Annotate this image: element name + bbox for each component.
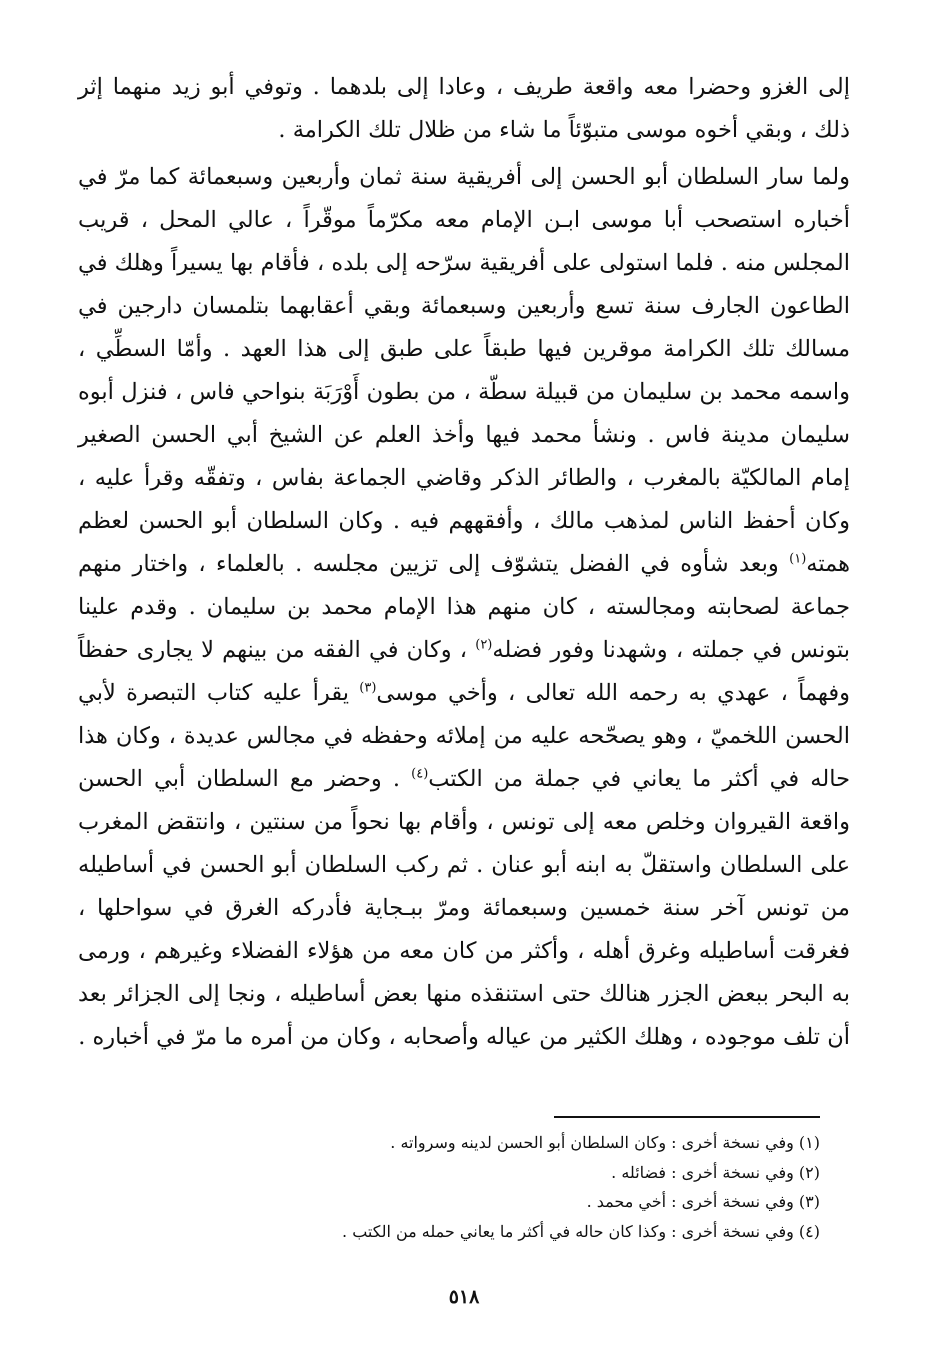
footnotes: [120, 1128, 820, 1246]
paragraph-1: [78, 66, 850, 152]
footnote-divider: [554, 1116, 820, 1118]
page-number: ٥١٨: [448, 1286, 480, 1308]
footnote-ref-1[interactable]: (١): [789, 551, 807, 567]
footnote-ref-2[interactable]: (٢): [475, 637, 493, 653]
footnote-ref-3[interactable]: (٣): [359, 680, 377, 696]
footnote-4: (٤) وفي نسخة أخرى : وكذا كان حاله في أكثر ما يعاني حمله من الكتب .: [342, 1221, 820, 1241]
paragraph-2-text-a: ولما سار السلطان أبو الحسن إلى أفريقية سنة ثمان وأربعين وسبعمائة كما مرّ في أخباره استصحب أبا موسى ابـن الإمام معه مكرّماً موقّراً ، عالي المحل ، قريب المجلس منه . فلما استولى على أفريقية سرّحه إلى بلده ، فأقام بها يسيراً وهلك في الطاعون الجارف سنة تسع وأربعين وسبعمائة وبقي أعقابهما بتلمسان دارجين في مسالك تلك الكرامة موقرين فيها طبقاً على طبق إلى هذا العهد . وأمّا السطِّي ، واسمه محمد بن سليمان من قبيلة سطّة ، من بطون أَوْرَبَة بنواحي فاس ، فنزل أبوه سليمان مدينة فاس . ونشأ محمد فيها وأخذ العلم عن الشيخ أبي الحسن الصغير إمام المالكيّة بالمغرب ، والطائر الذكر وقاضي الجماعة بفاس ، وتفقّه وقرأ عليه ، وكان أحفظ الناس لمذهب مالك ، وأفقههم فيه . وكان السلطان أبو الحسن لعظم همته: [78, 164, 850, 577]
footnote-3: (٣) وفي نسخة أخرى : أخي محمد .: [586, 1192, 820, 1211]
paragraph-2-text-e: . وحضر مع السلطان أبي الحسن واقعة القيروان وخلص معه إلى تونس ، وأقام بها نحواً من سنتين ، وانتقض المغرب على السلطان واستقلّ به ابنه أبو عنان . ثم ركب السلطان أبو الحسن في أساطيله من تونس آخر سنة خمسين وسبعمائة ومرّ ببـجاية فأدركه الغرق في سواحلها ، فغرقت أساطيله وغرق أهله ، وأكثر من كان معه من هؤلاء الفضلاء وغيرهم ، ورمى به البحر ببعض الجزر هنالك حتى استنقذه منها بعض أساطيله ، ونجا إلى الجزائر بعد أن تلف موجوده ، وهلك الكثير من عياله وأصحابه ، وكان من أمره ما مرّ في أخباره .: [78, 766, 850, 1050]
main-text: [78, 66, 850, 1059]
paragraph-2-text-b: وبعد شأوه في الفضل يتشوّف إلى تزيين مجلسه . بالعلماء ، واختار منهم جماعة لصحابته ومجالسته ، كان منهم هذا الإمام محمد بن سليمان . وقدم علينا بتونس في جملته ، وشهدنا وفور فضله: [78, 551, 850, 663]
footnote-2: (٢) وفي نسخة أخرى : فضائله .: [611, 1162, 820, 1182]
footnote-ref-4[interactable]: (٤): [411, 766, 429, 782]
footnote-1: (١) وفي نسخة أخرى : وكان السلطان أبو الحسن لدينه وسرواته .: [390, 1133, 820, 1152]
paragraph-2-text-d: يقرأ عليه كتاب التبصرة لأبي الحسن اللخميّ ، وهو يصحّحه عليه من إملائه وحفظه في مجالس عديدة ، وكان هذا حاله في أكثر ما يعاني في جملة من الكتب: [78, 680, 850, 792]
paragraph-2: [78, 156, 850, 1059]
paragraph-2-text-c: ، وكان في الفقه من بينهم لا يجارى حفظاً وفهماً ، عهدي به رحمه الله تعالى ، وأخي موسى: [78, 637, 850, 706]
paragraph-1-text: إلى الغزو وحضرا معه واقعة طريف ، وعادا إلى بلدهما . وتوفي أبو زيد منهما إثر ذلك ، وبقي أخوه موسى متبوّئاً ما شاء من ظلال تلك الكرامة .: [78, 74, 851, 143]
